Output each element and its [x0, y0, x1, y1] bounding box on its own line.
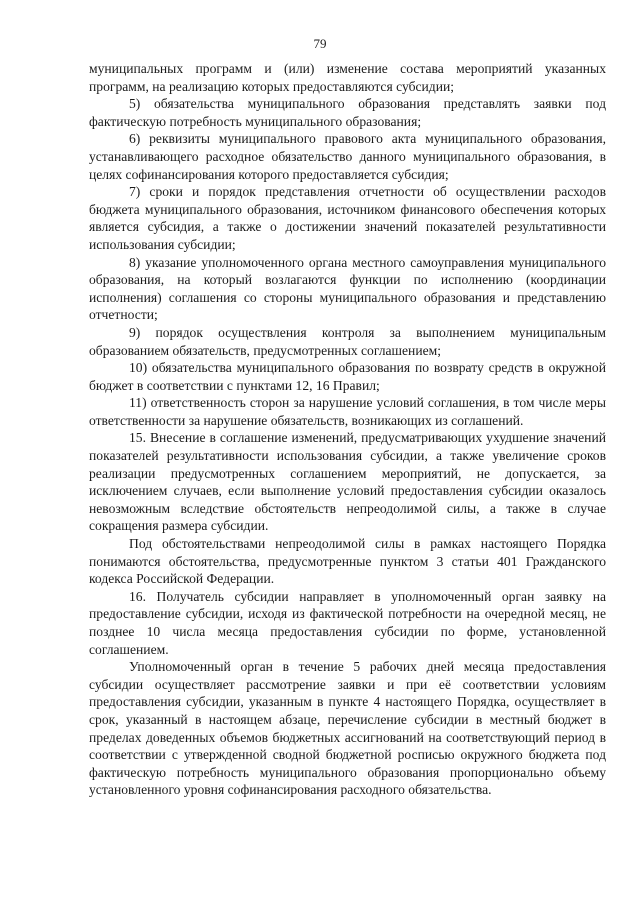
paragraph-item-5: 5) обязательства муниципального образования представлять заявки под фактическую потребность муниципального образования;	[89, 96, 606, 129]
paragraph-clause-16: 16. Получатель субсидии направляет в уполномоченный орган заявку на предоставление субсидии, исходя из фактической потребности на очередной месяц, не позднее 10 числа месяца предоставления субсидии по форме, установленной соглашением.	[89, 588, 606, 657]
paragraph-continuation: муниципальных программ и (или) изменение состава мероприятий указанных программ, на реализацию которых предоставляются субсидии;	[89, 61, 606, 94]
page-number: 79	[313, 36, 327, 51]
paragraph-item-6: 6) реквизиты муниципального правового акта муниципального образования, устанавливающего расходное обязательство данного муниципального образования, в целях софинансирования которого предоставляется субсидия;	[89, 131, 606, 182]
document-body	[89, 60, 606, 799]
paragraph-clause-15: 15. Внесение в соглашение изменений, предусматривающих ухудшение значений показателей результативности использования субсидии, а также увеличение сроков реализации предусмотренных соглашением мероприятий, не допускается, за исключением случаев, если выполнение условий предоставления субсидии оказалось невозможным вследствие обстоятельств непреодолимой силы, а также в случае сокращения размера субсидии.	[89, 430, 606, 534]
paragraph-authorized-body: Уполномоченный орган в течение 5 рабочих дней месяца предоставления субсидии осуществляет рассмотрение заявки и при её соответствии условиям предоставления субсидии, указанным в пункте 4 настоящего Порядка, осуществляет в срок, указанный в настоящем абзаце, перечисление субсидии в местный бюджет в пределах доведенных объемов бюджетных ассигнований на соответствующий период в соответствии с утвержденной сводной бюджетной росписью окружного бюджета под фактическую потребность муниципального образования пропорционально объему установленного уровня софинансирования расходного обязательства.	[89, 659, 606, 798]
paragraph-item-11: 11) ответственность сторон за нарушение условий соглашения, в том числе меры ответственности за нарушение обязательств, возникающих из соглашений.	[89, 395, 606, 428]
paragraph-item-7: 7) сроки и порядок представления отчетности об осуществлении расходов бюджета муниципального образования, источником финансового обеспечения которых является субсидия, а также о достижении значений показателей результативности использования субсидии;	[89, 184, 606, 252]
paragraph-force-majeure: Под обстоятельствами непреодолимой силы в рамках настоящего Порядка понимаются обстоятельства, предусмотренные пунктом 3 статьи 401 Гражданского кодекса Российской Федерации.	[89, 536, 606, 587]
paragraph-item-10: 10) обязательства муниципального образования по возврату средств в окружной бюджет в соответствии с пунктами 12, 16 Правил;	[89, 360, 606, 393]
paragraph-item-9: 9) порядок осуществления контроля за выполнением муниципальным образованием обязательств, предусмотренных соглашением;	[89, 324, 606, 358]
paragraph-item-8: 8) указание уполномоченного органа местного самоуправления муниципального образования, на который возлагаются функции по исполнению (координации исполнения) соглашения со стороны муниципального образования и представлению отчетности;	[89, 254, 606, 323]
